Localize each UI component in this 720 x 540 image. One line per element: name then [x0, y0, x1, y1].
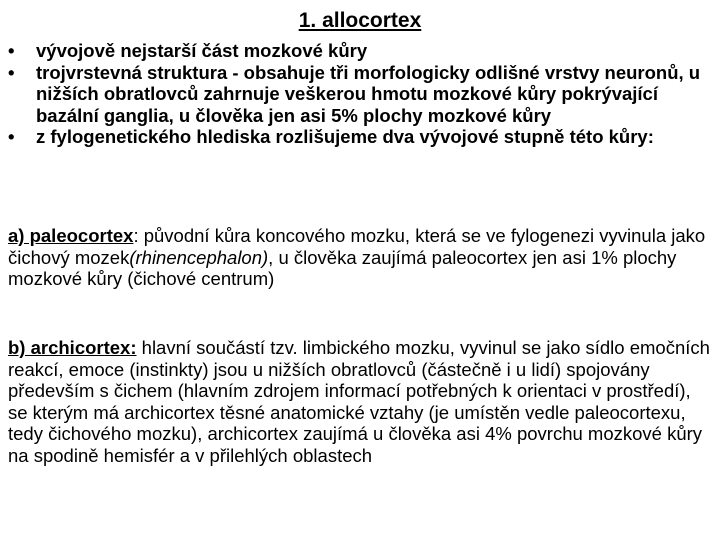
paleocortex-paragraph: [8, 225, 714, 290]
archicortex-text: hlavní součástí tzv. limbického mozku, vyvinul se jako sídlo emočních reakcí, emoce (instinkty) jsou u nižších obratlovců (částečně i u lidí) spojovány především s čichem (hlavním zdrojem informací potřebných k orientaci v prostředí), se kterým má archicortex těsné anatomické vztahy (je umístěn vedle paleocortexu, tedy čichového mozku), archicortex zaujímá u člověka asi 4% povrchu mozkové kůry na spodině hemisfér a v přilehlých oblastech: [8, 337, 710, 466]
bullet-text: z fylogenetického hlediska rozlišujeme dva vývojové stupně této kůry:: [36, 126, 654, 147]
paleocortex-label: a) paleocortex: [8, 225, 134, 246]
bullet-list: [8, 40, 716, 148]
bullet-text: vývojově nejstarší část mozkové kůry: [36, 40, 368, 61]
bullet-dot-icon: •: [8, 40, 15, 61]
paleocortex-text-1: : původní kůra koncového mozku, která se ve fylogenezi vyvinula jako čichový mozek: [8, 225, 706, 268]
archicortex-label: b) archicortex:: [8, 337, 137, 358]
slide-title: 1. allocortex: [298, 9, 422, 32]
paleocortex-italic: (rhinencephalon): [129, 246, 269, 268]
bullet-dot-icon: •: [8, 61, 15, 83]
archicortex-paragraph: [8, 337, 714, 466]
bullet-item: [8, 40, 716, 62]
paleocortex-text-2: , u člověka zaujímá paleocortex jen asi 1% plochy mozkové kůry (čichové centrum): [8, 246, 677, 289]
bullet-text: trojvrstevná struktura - obsahuje tři morfologicky odlišné vrstvy neuronů, u nižších obratlovců zahrnuje veškerou hmotu mozkové kůry pokrývající bazální ganglia, u člověka jen asi 5% plochy mozkové kůry: [36, 61, 701, 126]
bullet-item: [8, 62, 716, 127]
bullet-item: [8, 126, 716, 148]
bullet-dot-icon: •: [8, 126, 15, 147]
